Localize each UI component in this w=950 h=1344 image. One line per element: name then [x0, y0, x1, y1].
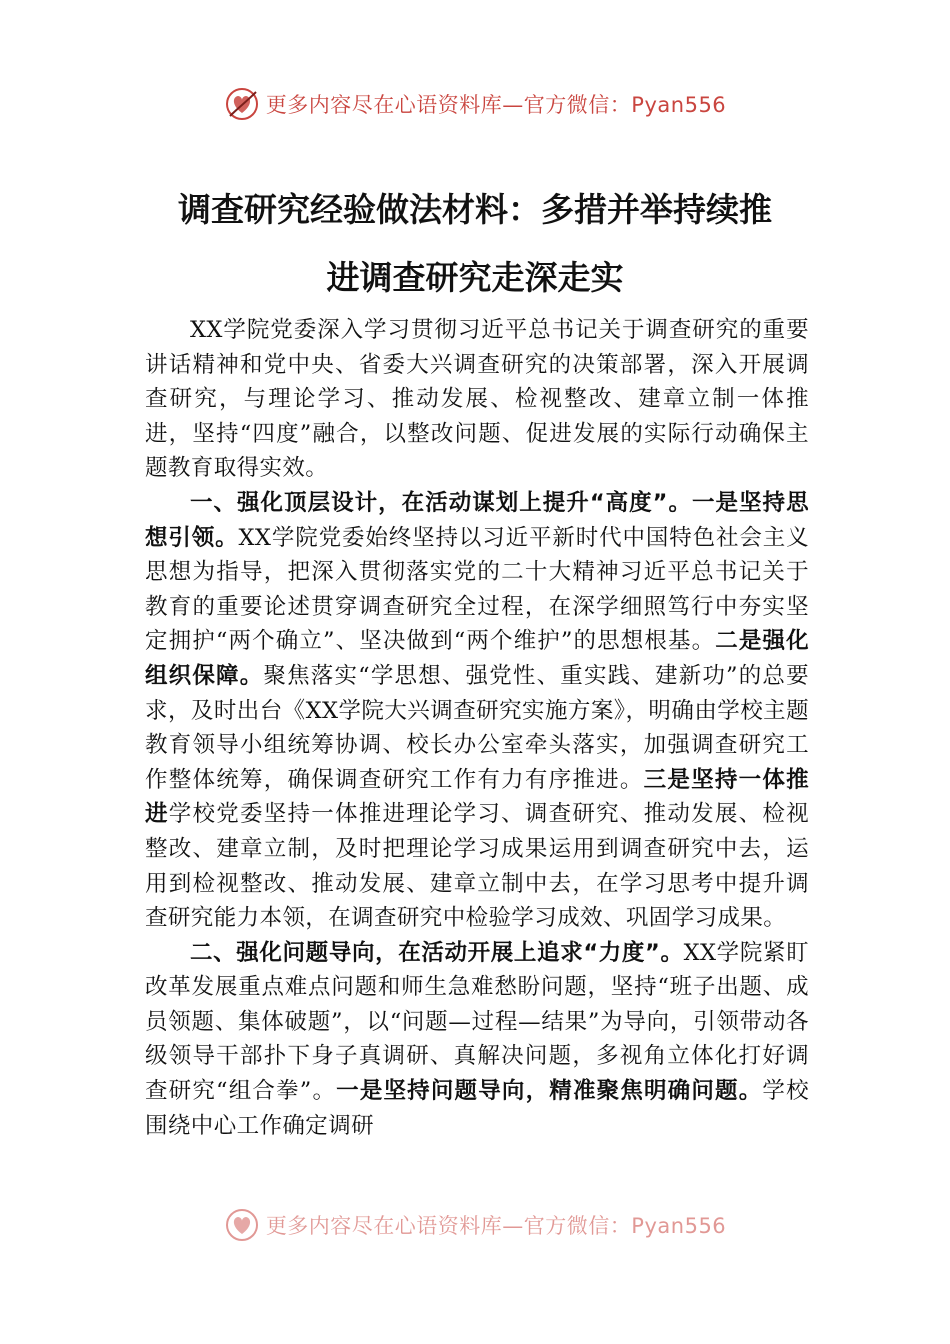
section-1-point-2-text: 聚焦落实“学思想、强党性、重实践、建新功”的总要求，及时出台《XX学院大兴调查研究实施方案》，明确由学校主题教育领导小组统筹协调、校长办公室牵头落实，加强调查研究工作整体统筹，确保调查研究工作有力有序推进。: [145, 662, 809, 793]
section-1-point-1-text: XX学院党委始终坚持以习近平新时代中国特色社会主义思想为指导，把深入贯彻落实党的二十大精神习近平总书记关于教育的重要论述贯穿调查研究全过程，在深学细照笃行中夯实坚定拥护“两个确立”、坚决做到“两个维护”的思想根基。: [145, 524, 809, 655]
watermark-text-footer: 更多内容尽在心语资料库—官方微信：Pyan556: [265, 1214, 727, 1238]
section-1-paragraph: [145, 486, 809, 936]
document-body: [145, 313, 809, 1143]
heart-logo-icon: [224, 86, 260, 122]
intro-paragraph: [145, 313, 809, 486]
document-title-line-2: 进调查研究走深走实: [326, 258, 624, 297]
intro-text: XX学院党委深入学习贯彻习近平总书记关于调查研究的重要讲话精神和党中央、省委大兴调查研究的决策部署，深入开展调查研究，与理论学习、推动发展、检视整改、建章立制一体推进，坚持“四度”融合，以整改问题、促进发展的实际行动确保主题教育取得实效。: [145, 317, 809, 482]
document-title-line-1: 调查研究经验做法材料：多措并举持续推: [178, 190, 772, 229]
section-1-point-2-label: 二是强化组织保障。: [145, 628, 809, 689]
section-1-point-3-label: 三是坚持一体推进: [145, 766, 809, 828]
watermark-text: 更多内容尽在心语资料库—官方微信：Pyan556: [265, 93, 727, 117]
watermark-header: [0, 84, 950, 124]
section-2-paragraph: [145, 936, 809, 1144]
section-1-point-3-text: 学校党委坚持一体推进理论学习、调查研究、推动发展、检视整改、建章立制，及时把理论学习成果运用到调查研究中去，运用到检视整改、推动发展、建章立制中去，在学习思考中提升调查研究能力本领，在调查研究中检验学习成效、巩固学习成果。: [145, 801, 809, 932]
section-1-heading: 一、强化顶层设计，在活动谋划上提升“高度”。: [190, 489, 692, 516]
heart-logo-icon: [224, 1207, 260, 1243]
section-1-point-1-label: 一是坚持思想引领。: [145, 489, 809, 551]
section-2-point-1-label: 一是坚持问题导向，精准聚焦明确问题。: [336, 1078, 763, 1105]
section-2-text: XX学院紧盯改革发展重点难点问题和师生急难愁盼问题，坚持“班子出题、成员领题、集体破题”，以“问题—过程—结果”为导向，引领带动各级领导干部扑下身子真调研、真解决问题，多视角立体化打好调查研究“组合拳”。: [145, 939, 809, 1105]
section-2-point-1-text: 学校围绕中心工作确定调研: [145, 1078, 809, 1139]
section-2-heading: 二、强化问题导向，在活动开展上追求“力度”。: [190, 939, 684, 966]
watermark-footer: [0, 1205, 950, 1245]
